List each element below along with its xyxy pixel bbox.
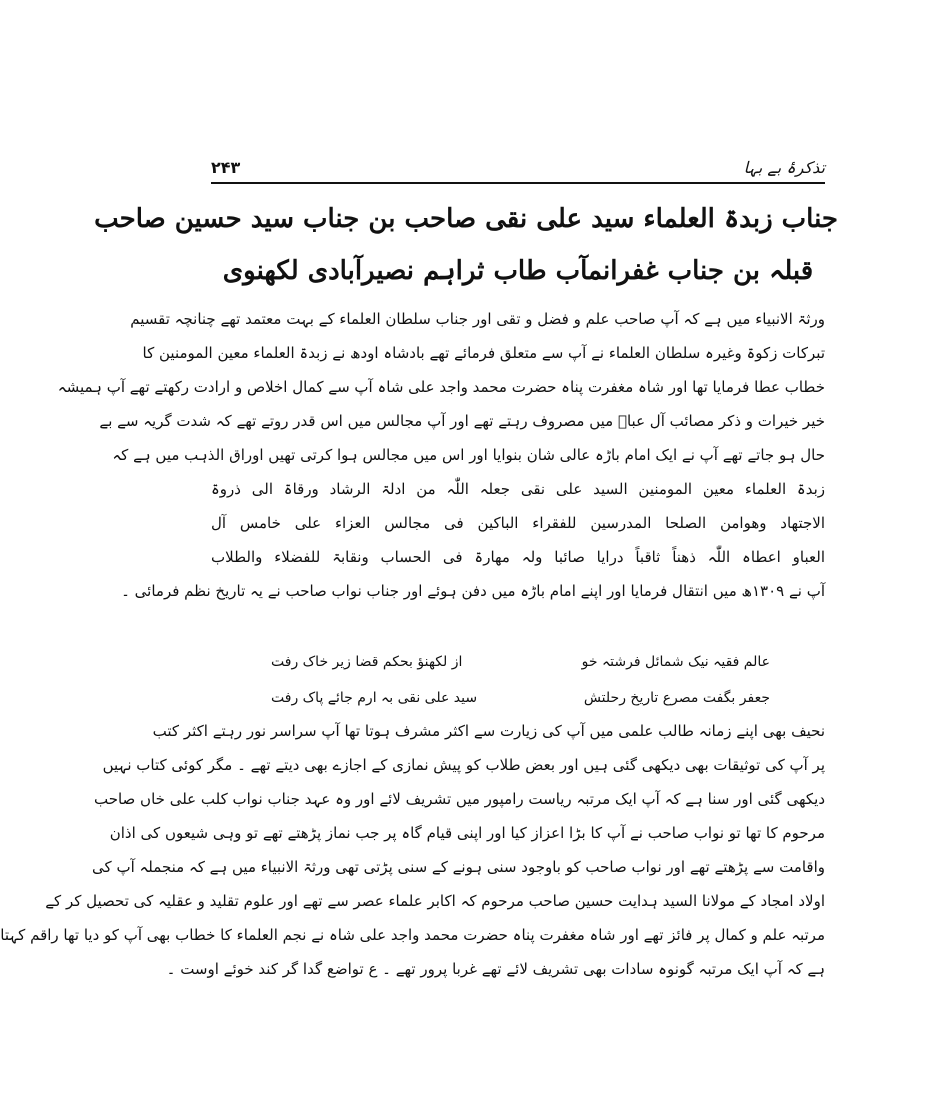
text-line: تبرکات زکوۃ وغیرہ سلطان العلماء نے آپ سے متعلق فرمائے تھے بادشاہ اودھ نے زبدۃ العلماء معین المومنین کا: [142, 344, 825, 362]
header-rule: [211, 182, 825, 184]
verse-hemistich: از لکھنؤ بحکم قضا زیر خاک رفت: [271, 654, 463, 670]
running-title: تذکرۂ بے بہا: [743, 158, 825, 177]
text-line: اولاد امجاد کے مولانا السید ہدایت حسین صاحب مرحوم کہ اکابر علماء عصر سے تھے اور علوم تقلید و عقلیہ کی تحصیل کر کے: [45, 892, 825, 910]
verse-chronogram: [211, 644, 825, 716]
text-line: ورثۃ الانبیاء میں ہے کہ آپ صاحب علم و فضل و تقی اور جناب سلطان العلماء کے بہت معتمد تھے چنانچہ تقسیم: [130, 310, 825, 328]
page-number: ۲۴۳: [211, 158, 241, 177]
text-line: زبدۃ العلماء معین المومنین السید علی نقی جعلہ اللّٰہ من ادلۃ الرشاد ورقاۃ الی ذروۃ: [211, 480, 825, 498]
paragraph-recollection: [0, 714, 825, 986]
paragraph-biography: [57, 302, 825, 608]
running-header: [211, 158, 825, 184]
section-heading-line-1: جناب زبدۃ العلماء سید علی نقی صاحب بن جناب سید حسین صاحب: [94, 204, 838, 234]
verse-hemistich: سید علی نقی بہ ارم جائے پاک رفت: [271, 690, 478, 706]
verse-couplet: [211, 680, 825, 716]
section-heading-line-2: قبلہ بن جناب غفرانمآب طاب ثراہم نصیرآبادی لکھنوی: [222, 256, 814, 286]
text-line: دیکھی گئی اور سنا ہے کہ آپ ایک مرتبہ ریاست رامپور میں تشریف لائے اور وہ عہد جناب نواب کلب علی خاں صاحب: [93, 790, 825, 808]
verse-hemistich: عالم فقیہ نیک شمائل فرشتہ خو: [581, 654, 770, 670]
text-line: آپ نے ۱۳۰۹ھ میں انتقال فرمایا اور اپنے امام باڑہ میں دفن ہوئے اور جناب نواب صاحب نے یہ تاریخ نظم فرمائی ۔: [121, 582, 825, 600]
text-line: العباو اعطاہ اللّٰہ ذھناً ثاقباً درایا صائبا ولہ مھارۃ فی الحساب ونقابۃ للفضلاء والطلاب: [211, 548, 825, 566]
text-line: مرتبہ علم و کمال پر فائز تھے اور شاہ مغفرت پناہ حضرت محمد واجد علی شاہ نے نجم العلماء کا خطاب بھی آپ کو دیا تھا راقم کہتا: [0, 926, 825, 944]
text-line: ہے کہ آپ ایک مرتبہ گونوہ سادات بھی تشریف لائے تھے غربا پرور تھے ۔ ع تواضع گدا گر کند خوئے اوست ۔: [166, 960, 825, 978]
text-line: مرحوم کا تھا تو نواب صاحب نے آپ کا بڑا اعزاز کیا اور اپنی قیام گاہ پر جب نماز پڑھتے تھے تو وہی شیعوں کی اذان: [109, 824, 825, 842]
text-line: خطاب عطا فرمایا تھا اور شاہ مغفرت پناہ حضرت محمد واجد علی شاہ آپ سے کمال اخلاص و ارادت رکھتے تھے آپ ہمیشہ: [57, 378, 825, 396]
text-line: حال ہو جاتے تھے آپ نے ایک امام باڑہ عالی شان بنوایا اور اس میں مجالس ہوا کرتی تھیں اوراق الذہب میں ہے کہ: [112, 446, 825, 464]
text-line: خیر خیرات و ذکر مصائب آل عباؑ میں مصروف رہتے تھے اور آپ مجالس میں اس قدر روتے تھے کہ شدت گریہ سے بے: [99, 412, 825, 430]
verse-couplet: [211, 644, 825, 680]
text-line: الاجتھاد وھوامن الصلحا المدرسین للفقراء الباکین فی مجالس العزاء علی خامس آل: [211, 514, 825, 532]
text-line: پر آپ کی توثیقات بھی دیکھی گئی ہیں اور بعض طلاب کو پیش نمازی کے اجازے بھی دیتے تھے ۔ مگر کوئی کتاب نہیں: [102, 756, 825, 774]
verse-hemistich: جعفر بگفت مصرع تاریخ رحلتش: [583, 690, 770, 706]
text-line: نحیف بھی اپنے زمانہ طالب علمی میں آپ کی زیارت سے اکثر مشرف ہوتا تھا آپ سراسر نور رہتے اکثر کتب: [152, 722, 825, 740]
text-line: واقامت سے پڑھتے تھے اور نواب صاحب کو باوجود سنی ہونے کے سنی پڑتی تھی ورثۃ الانبیاء میں ہے کہ منجملہ آپ کی: [92, 858, 825, 876]
